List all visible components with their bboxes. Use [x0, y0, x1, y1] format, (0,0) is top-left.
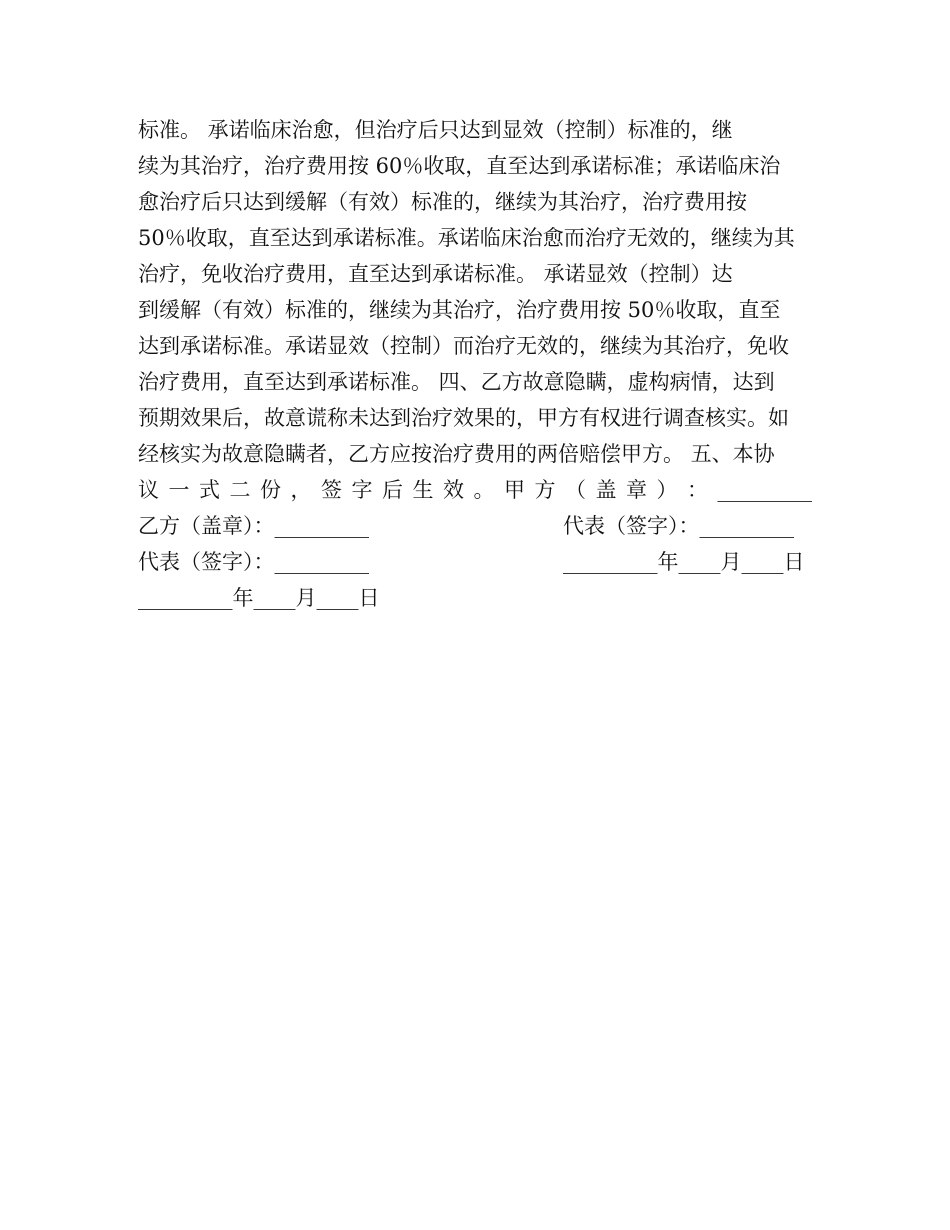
- spaced-char: 后: [382, 478, 403, 502]
- spaced-char: 生: [412, 478, 434, 502]
- spaced-char: 一: [168, 478, 190, 502]
- party-b-rep-signature-field: 代表（签字）：_________: [138, 550, 369, 574]
- signature-row-1: [138, 508, 812, 544]
- spaced-char: ，: [290, 478, 312, 502]
- signature-blank: _________: [717, 478, 812, 502]
- spaced-char: （: [565, 478, 586, 502]
- body-line: 治疗费用，直至达到承诺标准。 四、乙方故意隐瞒，虚构病情，达到: [138, 370, 775, 394]
- body-line: 达到承诺标准。承诺显效（控制）而治疗无效的，继续为其治疗，免收: [138, 334, 789, 358]
- spaced-char: 二: [229, 478, 251, 502]
- spaced-char: 章: [626, 478, 647, 502]
- spaced-char: 字: [351, 478, 373, 502]
- party-a-date-field: _________年____月____日: [563, 550, 805, 574]
- party-a-seal-line: [138, 472, 812, 508]
- signature-row-3: [138, 580, 812, 616]
- signature-row-2: [138, 544, 812, 580]
- spaced-char: 份: [260, 478, 281, 502]
- body-line: 到缓解（有效）标准的，继续为其治疗，治疗费用按 50％收取，直至: [138, 298, 781, 322]
- party-b-date-field: _________年____月____日: [138, 586, 380, 610]
- spaced-char: 甲: [504, 478, 525, 502]
- spaced-char: ）: [656, 478, 678, 502]
- spaced-char: 式: [199, 478, 220, 502]
- body-line: 治疗，免收治疗费用，直至达到承诺标准。 承诺显效（控制）达: [138, 262, 733, 286]
- spaced-char: 效: [443, 478, 464, 502]
- spaced-char: ：: [687, 478, 708, 502]
- body-line: 经核实为故意隐瞒者，乙方应按治疗费用的两倍赔偿甲方。 五、本协: [138, 442, 775, 466]
- spaced-char: 盖: [595, 478, 617, 502]
- spaced-char: 议: [138, 478, 159, 502]
- body-line: 预期效果后，故意谎称未达到治疗效果的，甲方有权进行调查核实。如: [138, 406, 789, 430]
- agreement-body: [138, 112, 812, 508]
- party-a-rep-signature-field: 代表（签字）：_________: [563, 514, 794, 538]
- spaced-char: 签: [321, 478, 342, 502]
- spaced-char: 方: [534, 478, 556, 502]
- body-line: 续为其治疗，治疗费用按 60％收取，直至达到承诺标准；承诺临床治: [138, 154, 781, 178]
- spaced-char: 。: [473, 478, 495, 502]
- body-line: 50％收取，直至达到承诺标准。承诺临床治愈而治疗无效的，继续为其: [138, 226, 795, 250]
- body-line: 愈治疗后只达到缓解（有效）标准的，继续为其治疗，治疗费用按: [138, 190, 747, 214]
- party-b-seal-field: 乙方（盖章）：_________: [138, 514, 369, 538]
- body-line: 标准。 承诺临床治愈，但治疗后只达到显效（控制）标准的，继: [138, 118, 733, 142]
